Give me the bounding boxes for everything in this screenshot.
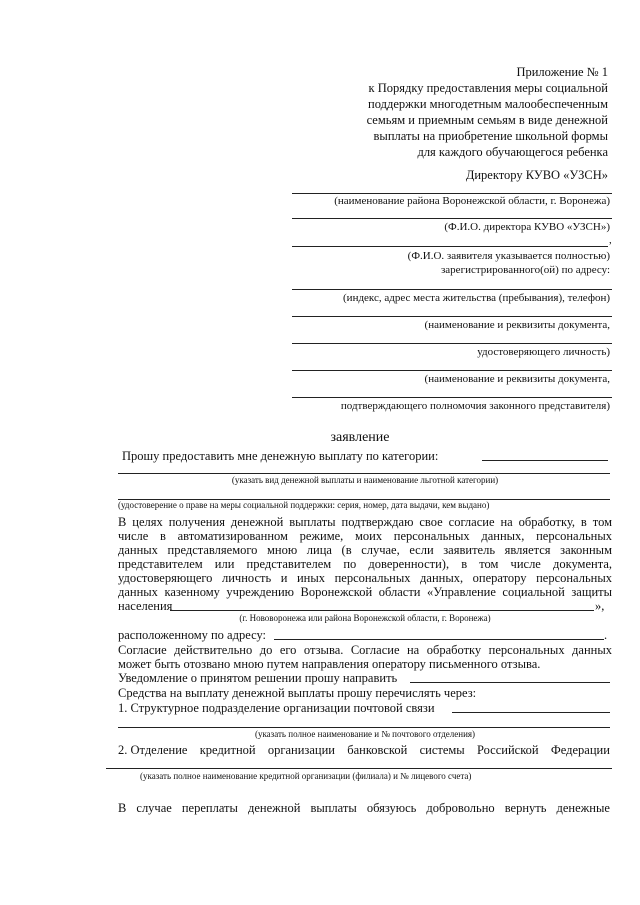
bank-hint: (указать полное наименование кредитной организации (филиала) и № лицевого счета) bbox=[140, 771, 472, 781]
address-hint: (индекс, адрес места жительства (пребывания), телефон) bbox=[343, 292, 610, 304]
consent-line: данных казенному учреждению Воронежской области «Управление социальной защиты bbox=[118, 585, 612, 599]
overpayment-word: обязуюсь bbox=[366, 801, 417, 815]
rep-doc-fill-line[interactable] bbox=[292, 370, 612, 371]
director-fill-line[interactable] bbox=[292, 218, 612, 219]
post-fill-line-2[interactable] bbox=[118, 727, 610, 728]
located-end: . bbox=[604, 628, 608, 642]
option-bank-word: системы bbox=[419, 743, 465, 757]
request-text: Прошу предоставить мне денежную выплату по категории: bbox=[122, 449, 439, 463]
notification-fill-line[interactable] bbox=[410, 682, 610, 683]
appendix-line: поддержки многодетным малообеспеченным bbox=[368, 97, 608, 111]
consent-line: В целях получения денежной выплаты подтверждаю свое согласие на обработку, в том bbox=[118, 515, 612, 529]
registered-label: зарегистрированного(ой) по адресу: bbox=[440, 264, 610, 276]
appendix-line: для каждого обучающегося ребенка bbox=[417, 145, 608, 159]
addressee: Директору КУВО «УЗСН» bbox=[465, 168, 608, 182]
bank-fill-line[interactable] bbox=[106, 768, 612, 769]
appendix-line: Приложение № 1 bbox=[516, 65, 608, 79]
appendix-line: к Порядку предоставления меры социальной bbox=[368, 81, 608, 95]
identity-doc-hint: (наименование и реквизиты документа, bbox=[424, 319, 610, 331]
option-bank-word: банковской bbox=[347, 743, 408, 757]
district-hint: (наименование района Воронежской области, г. Воронежа) bbox=[334, 195, 610, 207]
category-fill-line-2[interactable] bbox=[118, 473, 610, 474]
rep-hint: подтверждающего полномочия законного представителя) bbox=[340, 400, 610, 412]
consent-valid-line: Согласие действительно до его отзыва. Согласие на обработку персональных данных bbox=[118, 643, 612, 657]
certificate-hint: (удостоверение о праве на меры социальной поддержки: серия, номер, дата выдачи, кем выдано) bbox=[118, 500, 490, 510]
overpayment-word: случае bbox=[136, 801, 172, 815]
town-hint: (г. Нововоронежа или района Воронежской области, г. Воронежа) bbox=[239, 613, 491, 623]
consent-line: числе в автоматизированном режиме, моих персональных данных, персональных bbox=[118, 529, 612, 543]
post-hint: (указать полное наименование и № почтового отделения) bbox=[254, 729, 476, 739]
consent-line: данных представляемого мною лица (в случае, если заявитель является законным bbox=[118, 543, 612, 557]
overpayment-word: переплаты bbox=[181, 801, 238, 815]
identity-doc-fill-line-2[interactable] bbox=[292, 343, 612, 344]
rep-doc-hint: (наименование и реквизиты документа, bbox=[424, 373, 610, 385]
applicant-fill-line[interactable] bbox=[292, 246, 608, 247]
option-bank-word: Федерации bbox=[550, 743, 610, 757]
located-label: расположенному по адресу: bbox=[118, 628, 267, 642]
category-fill-line[interactable] bbox=[482, 460, 608, 461]
department-fill-line[interactable] bbox=[170, 610, 594, 611]
population-word: населения bbox=[118, 599, 173, 613]
option-bank-word: организации bbox=[267, 743, 335, 757]
identity-doc-fill-line[interactable] bbox=[292, 316, 612, 317]
overpayment-word: выплаты bbox=[310, 801, 357, 815]
document-title: заявление bbox=[330, 430, 390, 445]
rep-doc-fill-line-2[interactable] bbox=[292, 397, 612, 398]
overpayment-word: денежной bbox=[247, 801, 301, 815]
director-hint: (Ф.И.О. директора КУВО «УЗСН») bbox=[444, 221, 610, 233]
post-fill-line[interactable] bbox=[452, 712, 610, 713]
consent-line: удостоверяющего личность и иных персональных данных, оператору персональных bbox=[118, 571, 612, 585]
overpayment-word: вернуть bbox=[504, 801, 547, 815]
overpayment-word: В bbox=[118, 801, 127, 815]
appendix-line: семьям и приемным семьям в виде денежной bbox=[366, 113, 608, 127]
overpayment-line bbox=[118, 800, 610, 816]
option-bank bbox=[118, 742, 610, 758]
identity-hint: удостоверяющего личность) bbox=[477, 346, 610, 358]
located-fill-line[interactable] bbox=[274, 639, 604, 640]
population-end: », bbox=[595, 599, 605, 613]
option-post: 1. Структурное подразделение организации почтовой связи bbox=[118, 701, 435, 715]
address-fill-line[interactable] bbox=[292, 289, 612, 290]
consent-valid-line: может быть отозвано мною путем направления оператору письменного отзыва. bbox=[118, 657, 541, 671]
option-bank-word: Российской bbox=[476, 743, 539, 757]
overpayment-word: добровольно bbox=[426, 801, 495, 815]
category-hint: (указать вид денежной выплаты и наименование льготной категории) bbox=[231, 475, 499, 485]
option-bank-word: 2. Отделение bbox=[118, 743, 188, 757]
overpayment-word: денежные bbox=[556, 801, 610, 815]
consent-line: представителем или представителем по доверенности), в том числе документа, bbox=[118, 557, 612, 571]
comma: , bbox=[609, 234, 612, 246]
option-bank-word: кредитной bbox=[199, 743, 256, 757]
appendix-line: выплаты на приобретение школьной формы bbox=[373, 129, 608, 143]
transfer-label: Средства на выплату денежной выплаты прошу перечислять через: bbox=[118, 686, 477, 700]
applicant-hint: (Ф.И.О. заявителя указывается полностью) bbox=[407, 250, 610, 262]
notification-label: Уведомление о принятом решении прошу направить bbox=[118, 671, 398, 685]
